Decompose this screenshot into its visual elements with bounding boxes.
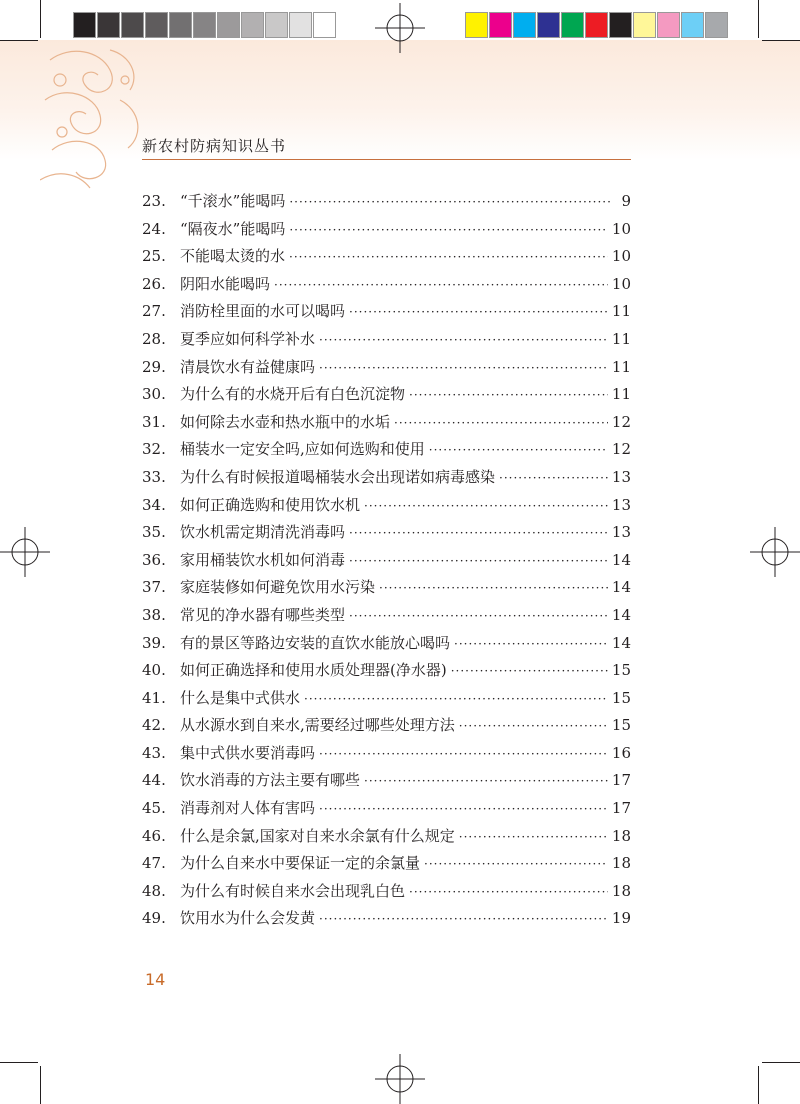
toc-entry-title: 常见的净水器有哪些类型 — [180, 605, 346, 624]
toc-entry[interactable] — [142, 218, 631, 246]
toc-entry-number: 38. — [142, 605, 166, 624]
toc-entry-number: 48. — [142, 881, 166, 900]
toc-entry-page: 11 — [611, 302, 631, 321]
toc-entry-number: 49. — [142, 909, 166, 928]
toc-entry-page: 16 — [611, 743, 631, 762]
toc-entry-number: 24. — [142, 219, 166, 238]
toc-entry-page: 14 — [611, 578, 631, 597]
registration-mark-right — [750, 527, 800, 577]
toc-entry[interactable] — [142, 797, 631, 825]
toc-entry-number: 23. — [142, 192, 166, 210]
toc-entry[interactable] — [142, 356, 631, 384]
toc-entry-number: 36. — [142, 550, 166, 569]
toc-entry-page: 9 — [621, 192, 631, 210]
toc-entry-page: 10 — [611, 219, 631, 238]
toc-entry-title: 消防栓里面的水可以喝吗 — [180, 302, 346, 321]
toc-entry-number: 47. — [142, 854, 166, 873]
toc-entry-number: 30. — [142, 385, 166, 404]
toc-entry-title: 如何正确选择和使用水质处理器(净水器) — [180, 661, 447, 680]
toc-entry-number: 42. — [142, 716, 166, 735]
toc-entry[interactable] — [142, 438, 631, 466]
toc-leader-dots — [394, 416, 608, 430]
registration-mark-bottom — [375, 1054, 425, 1104]
toc-entry-page: 11 — [611, 329, 631, 348]
registration-mark-top — [375, 3, 425, 53]
gray-swatch — [73, 12, 96, 38]
toc-entry-page: 11 — [611, 357, 631, 376]
toc-entry-page: 13 — [611, 467, 631, 486]
toc-entry-title: 什么是集中式供水 — [180, 688, 301, 707]
toc-leader-dots — [409, 388, 608, 402]
toc-entry[interactable] — [142, 907, 631, 935]
toc-entry-page: 15 — [611, 688, 631, 707]
toc-entry-number: 29. — [142, 357, 166, 376]
toc-entry-title: 家庭装修如何避免饮用水污染 — [180, 578, 376, 597]
toc-entry-title: 桶装水一定安全吗,应如何选购和使用 — [180, 440, 425, 459]
color-calibration-bar — [465, 12, 729, 38]
page-number: 14 — [145, 970, 166, 989]
toc-entry-title: 如何除去水壶和热水瓶中的水垢 — [180, 412, 391, 431]
crop-mark — [40, 1066, 41, 1104]
crop-mark — [40, 0, 41, 38]
toc-entry[interactable] — [142, 549, 631, 577]
toc-entry-number: 35. — [142, 523, 166, 542]
toc-leader-dots — [454, 637, 608, 651]
toc-entry-page: 18 — [611, 826, 631, 845]
gray-swatch — [193, 12, 216, 38]
toc-entry[interactable] — [142, 245, 631, 273]
table-of-contents — [142, 190, 631, 935]
gray-swatch — [169, 12, 192, 38]
toc-entry-title: 从水源水到自来水,需要经过哪些处理方法 — [180, 716, 455, 735]
toc-entry[interactable] — [142, 687, 631, 715]
toc-entry-title: 阴阳水能喝吗 — [180, 274, 271, 293]
toc-entry-page: 17 — [611, 799, 631, 818]
toc-leader-dots — [289, 195, 613, 209]
toc-leader-dots — [319, 333, 608, 347]
toc-entry-page: 14 — [611, 605, 631, 624]
toc-leader-dots — [319, 361, 608, 375]
toc-entry-title: 为什么有时候报道喝桶装水会出现诺如病毒感染 — [180, 467, 496, 486]
toc-entry[interactable] — [142, 411, 631, 439]
gray-swatch — [289, 12, 312, 38]
toc-entry[interactable] — [142, 576, 631, 604]
toc-entry-number: 46. — [142, 826, 166, 845]
color-swatch — [657, 12, 680, 38]
toc-entry[interactable] — [142, 769, 631, 797]
toc-entry-title: “千滚水”能喝吗 — [180, 192, 286, 210]
gray-swatch — [145, 12, 168, 38]
toc-leader-dots — [349, 305, 608, 319]
toc-entry[interactable] — [142, 742, 631, 770]
toc-entry-number: 33. — [142, 467, 166, 486]
toc-entry-title: 清晨饮水有益健康吗 — [180, 357, 316, 376]
toc-entry-title: 饮用水为什么会发黄 — [180, 909, 316, 928]
color-swatch — [561, 12, 584, 38]
toc-entry-number: 32. — [142, 440, 166, 459]
toc-leader-dots — [289, 250, 608, 264]
toc-entry-title: “隔夜水”能喝吗 — [180, 219, 286, 238]
toc-leader-dots — [459, 830, 608, 844]
color-swatch — [489, 12, 512, 38]
toc-entry-title: 不能喝太烫的水 — [180, 247, 286, 266]
toc-entry-number: 25. — [142, 247, 166, 266]
toc-entry-title: 为什么有的水烧开后有白色沉淀物 — [180, 385, 406, 404]
toc-entry[interactable] — [142, 521, 631, 549]
toc-entry-page: 15 — [611, 661, 631, 680]
toc-entry-title: 夏季应如何科学补水 — [180, 329, 316, 348]
toc-entry[interactable] — [142, 852, 631, 880]
gray-swatch — [121, 12, 144, 38]
toc-leader-dots — [319, 912, 608, 926]
toc-entry-title: 家用桶装饮水机如何消毒 — [180, 550, 346, 569]
toc-leader-dots — [451, 664, 608, 678]
toc-entry-title: 饮水消毒的方法主要有哪些 — [180, 771, 361, 790]
gray-swatch — [313, 12, 336, 38]
toc-entry-title: 如何正确选购和使用饮水机 — [180, 495, 361, 514]
toc-entry[interactable] — [142, 190, 631, 218]
toc-entry-number: 39. — [142, 633, 166, 652]
toc-entry-page: 17 — [611, 771, 631, 790]
toc-leader-dots — [459, 719, 608, 733]
toc-entry[interactable] — [142, 825, 631, 853]
toc-entry-page: 14 — [611, 633, 631, 652]
toc-entry[interactable] — [142, 880, 631, 908]
grayscale-calibration-bar — [73, 12, 337, 38]
toc-leader-dots — [379, 581, 608, 595]
toc-entry[interactable] — [142, 632, 631, 660]
toc-entry-title: 消毒剂对人体有害吗 — [180, 799, 316, 818]
crop-mark — [762, 40, 800, 41]
gray-swatch — [241, 12, 264, 38]
toc-entry-number: 41. — [142, 688, 166, 707]
toc-entry-page: 19 — [611, 909, 631, 928]
gray-swatch — [217, 12, 240, 38]
color-swatch — [537, 12, 560, 38]
toc-leader-dots — [429, 443, 608, 457]
toc-entry[interactable] — [142, 604, 631, 632]
color-swatch — [633, 12, 656, 38]
toc-entry-page: 12 — [611, 412, 631, 431]
toc-entry-number: 27. — [142, 302, 166, 321]
toc-entry[interactable] — [142, 659, 631, 687]
toc-entry-title: 什么是余氯,国家对自来水余氯有什么规定 — [180, 826, 455, 845]
crop-mark — [0, 1062, 38, 1063]
toc-entry-title: 为什么有时候自来水会出现乳白色 — [180, 881, 406, 900]
toc-entry-page: 11 — [611, 385, 631, 404]
crop-mark — [0, 40, 38, 41]
toc-leader-dots — [364, 499, 608, 513]
toc-leader-dots — [349, 609, 608, 623]
toc-leader-dots — [409, 885, 608, 899]
toc-entry[interactable] — [142, 328, 631, 356]
toc-entry[interactable] — [142, 466, 631, 494]
toc-leader-dots — [274, 278, 608, 292]
registration-mark-left — [0, 527, 50, 577]
toc-entry-title: 为什么自来水中要保证一定的余氯量 — [180, 854, 421, 873]
toc-entry[interactable] — [142, 383, 631, 411]
toc-leader-dots — [289, 223, 608, 237]
toc-leader-dots — [424, 857, 608, 871]
toc-leader-dots — [364, 774, 608, 788]
toc-entry-page: 13 — [611, 523, 631, 542]
toc-entry-page: 14 — [611, 550, 631, 569]
toc-entry-number: 26. — [142, 274, 166, 293]
toc-entry-title: 集中式供水要消毒吗 — [180, 743, 316, 762]
crop-mark — [762, 1062, 800, 1063]
color-swatch — [513, 12, 536, 38]
toc-entry-number: 45. — [142, 799, 166, 818]
toc-leader-dots — [349, 526, 608, 540]
toc-entry-number: 28. — [142, 329, 166, 348]
toc-entry-number: 43. — [142, 743, 166, 762]
toc-leader-dots — [304, 692, 608, 706]
series-title: 新农村防病知识丛书 — [142, 137, 287, 155]
toc-entry-title: 有的景区等路边安装的直饮水能放心喝吗 — [180, 633, 451, 652]
toc-entry-page: 15 — [611, 716, 631, 735]
crop-mark — [758, 0, 759, 38]
toc-entry-page: 18 — [611, 854, 631, 873]
header-rule — [142, 159, 631, 160]
toc-leader-dots — [349, 554, 608, 568]
toc-entry-page: 13 — [611, 495, 631, 514]
toc-entry[interactable] — [142, 714, 631, 742]
toc-entry-page: 18 — [611, 881, 631, 900]
crop-mark — [758, 1066, 759, 1104]
toc-entry-number: 31. — [142, 412, 166, 431]
toc-entry-page: 10 — [611, 274, 631, 293]
color-swatch — [465, 12, 488, 38]
toc-entry-page: 10 — [611, 247, 631, 266]
color-swatch — [681, 12, 704, 38]
gray-swatch — [97, 12, 120, 38]
gray-swatch — [265, 12, 288, 38]
color-swatch — [705, 12, 728, 38]
toc-entry-number: 40. — [142, 661, 166, 680]
toc-leader-dots — [499, 471, 608, 485]
toc-entry-title: 饮水机需定期清洗消毒吗 — [180, 523, 346, 542]
color-swatch — [609, 12, 632, 38]
toc-entry[interactable] — [142, 300, 631, 328]
toc-entry[interactable] — [142, 273, 631, 301]
toc-leader-dots — [319, 802, 608, 816]
toc-entry[interactable] — [142, 494, 631, 522]
toc-entry-number: 34. — [142, 495, 166, 514]
toc-leader-dots — [319, 747, 608, 761]
floral-ornament — [40, 40, 150, 190]
toc-entry-page: 12 — [611, 440, 631, 459]
toc-entry-number: 44. — [142, 771, 166, 790]
toc-entry-number: 37. — [142, 578, 166, 597]
color-swatch — [585, 12, 608, 38]
